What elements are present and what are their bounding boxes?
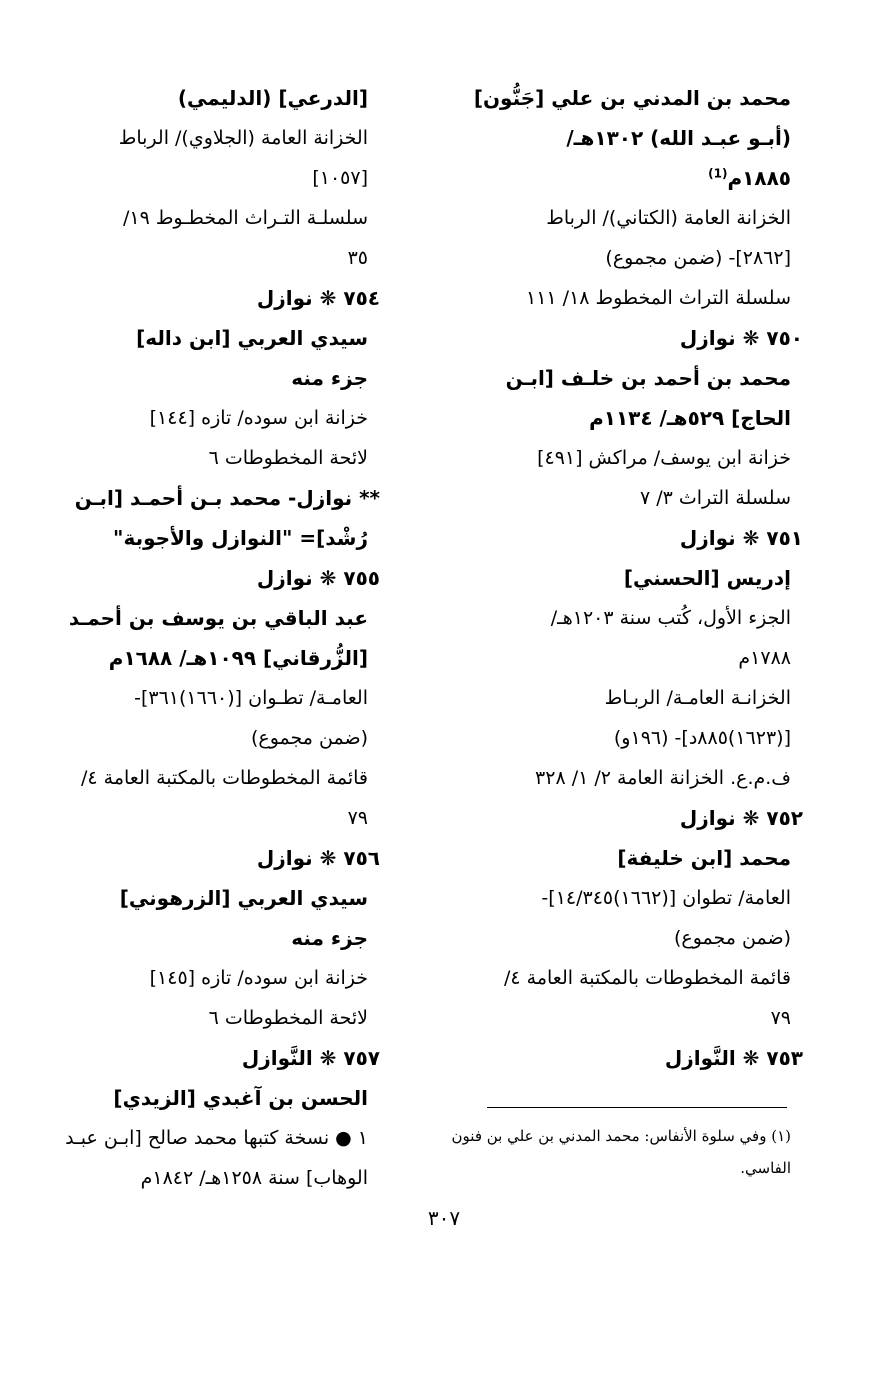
- text-line: إدريس [الحسني]: [623, 566, 791, 590]
- entry-heading: ٧٥٠ ❋ نوازل: [679, 326, 803, 350]
- text-line: سلسلة التراث ٣/ ٧: [639, 487, 791, 509]
- text-line: ١٨٨٥م$^{(1)}$: [708, 166, 791, 190]
- text-line: لائحة المخطوطات ٦: [208, 447, 368, 469]
- text-line: رُشْد]= "النوازل والأجوبة": [113, 526, 368, 550]
- text-line: لائحة المخطوطات ٦: [208, 1007, 368, 1029]
- text-line: ١ ● نسخة كتبها محمد صالح [ابـن عبـد: [65, 1127, 368, 1149]
- text-line: الخزانة العامة (الكتاني)/ الرباط: [546, 207, 791, 229]
- text-line: ٣٥: [347, 247, 368, 269]
- footnote: [446, 1120, 791, 1184]
- text-line: محمد [ابن خليفة]: [617, 846, 791, 870]
- footnote-marker: (1): [708, 166, 728, 181]
- text-line: خزانة ابن سوده/ تازه [١٤٥]: [149, 967, 368, 989]
- text-line: محمد بن أحمد بن خلـف [ابـن: [505, 366, 791, 390]
- text-line: سلسلة التراث المخطوط ١٨/ ١١١: [526, 287, 791, 309]
- text-line: ٧٩: [770, 1007, 791, 1029]
- entry-heading: ٧٥٤ ❋ نوازل: [256, 286, 380, 310]
- page-number: ٣٠٧: [427, 1206, 461, 1230]
- text-line: سيدي العربي [الزرهوني]: [119, 886, 368, 910]
- text-line: العامـة/ تطـوان [(١٦٦٠)٣٦١]-: [134, 687, 368, 709]
- entry-heading: ٧٥٢ ❋ نوازل: [679, 806, 803, 830]
- entry-heading: ٧٥٧ ❋ النَّوازل: [241, 1046, 380, 1070]
- text-line: [٢٨٦٢]- (ضمن مجموع): [605, 247, 791, 269]
- text-line: خزانة ابن سوده/ تازه [١٤٤]: [149, 407, 368, 429]
- entry-heading: ٧٥٦ ❋ نوازل: [256, 846, 380, 870]
- text-line: ٧٩: [347, 807, 368, 829]
- text-line: [الزُّرقاني] ١٠٩٩هـ/ ١٦٨٨م: [108, 646, 368, 670]
- entry-heading: ٧٥٥ ❋ نوازل: [256, 566, 380, 590]
- text-line: جزء منه: [291, 926, 368, 950]
- text-line: عبد الباقي بن يوسف بن أحمـد: [68, 606, 368, 630]
- text-line: الوهاب] سنة ١٢٥٨هـ/ ١٨٤٢م: [140, 1167, 368, 1189]
- footnote-line-2: الفاسي.: [740, 1159, 791, 1177]
- text-line: (ضمن مجموع): [673, 927, 791, 949]
- text-line: الخزانة العامة (الجلاوي)/ الرباط: [118, 127, 368, 149]
- text-line: الحسن بن آغبدي [الزيدي]: [113, 1086, 368, 1110]
- text-line: [(١٦٢٣)٨٨٥د]- (١٩٦و): [613, 727, 791, 749]
- entry-heading: ٧٥٣ ❋ النَّوازل: [664, 1046, 803, 1070]
- left-column: [65, 78, 380, 1198]
- text-line: خزانة ابن يوسف/ مراكش [٤٩١]: [537, 447, 791, 469]
- text-line: [١٠٥٧]: [312, 167, 368, 189]
- text-line: العامة/ تطوان [(١٦٦٢)١٤/٣٤٥]-: [541, 887, 791, 909]
- text-line: محمد بن المدني بن علي [جَنُّون]: [473, 86, 791, 110]
- text-line: الجزء الأول، كُتب سنة ١٢٠٣هـ/: [550, 607, 791, 629]
- text-line: قائمة المخطوطات بالمكتبة العامة ٤/: [503, 967, 791, 989]
- text-line: سيدي العربي [ابن داله]: [136, 326, 368, 350]
- right-column: [446, 78, 803, 1078]
- text-line: ١٧٨٨م: [738, 647, 791, 669]
- entry-heading: ٧٥١ ❋ نوازل: [679, 526, 803, 550]
- text-line: [الدرعي] (الدليمي): [177, 86, 368, 110]
- entry-heading: ** نوازل- محمد بـن أحمـد [ابـن: [74, 486, 380, 510]
- footnote-separator: [487, 1107, 787, 1108]
- text-line: الحاج] ٥٢٩هـ/ ١١٣٤م: [589, 406, 791, 430]
- text-line: (ضمن مجموع): [250, 727, 368, 749]
- text-line: ف.م.ع. الخزانة العامة ٢/ ١/ ٣٢٨: [535, 767, 791, 789]
- text-line: (أبـو عبـد الله) ١٣٠٢هـ/: [566, 126, 791, 150]
- text-line: الخزانـة العامـة/ الربـاط: [604, 687, 791, 709]
- text-line: جزء منه: [291, 366, 368, 390]
- text-line: قائمة المخطوطات بالمكتبة العامة ٤/: [80, 767, 368, 789]
- text-line: سلسلـة التـراث المخطـوط ١٩/: [122, 207, 368, 229]
- footnote-line-1: (١) وفي سلوة الأنفاس: محمد المدني بن علي بن فنون: [451, 1127, 791, 1145]
